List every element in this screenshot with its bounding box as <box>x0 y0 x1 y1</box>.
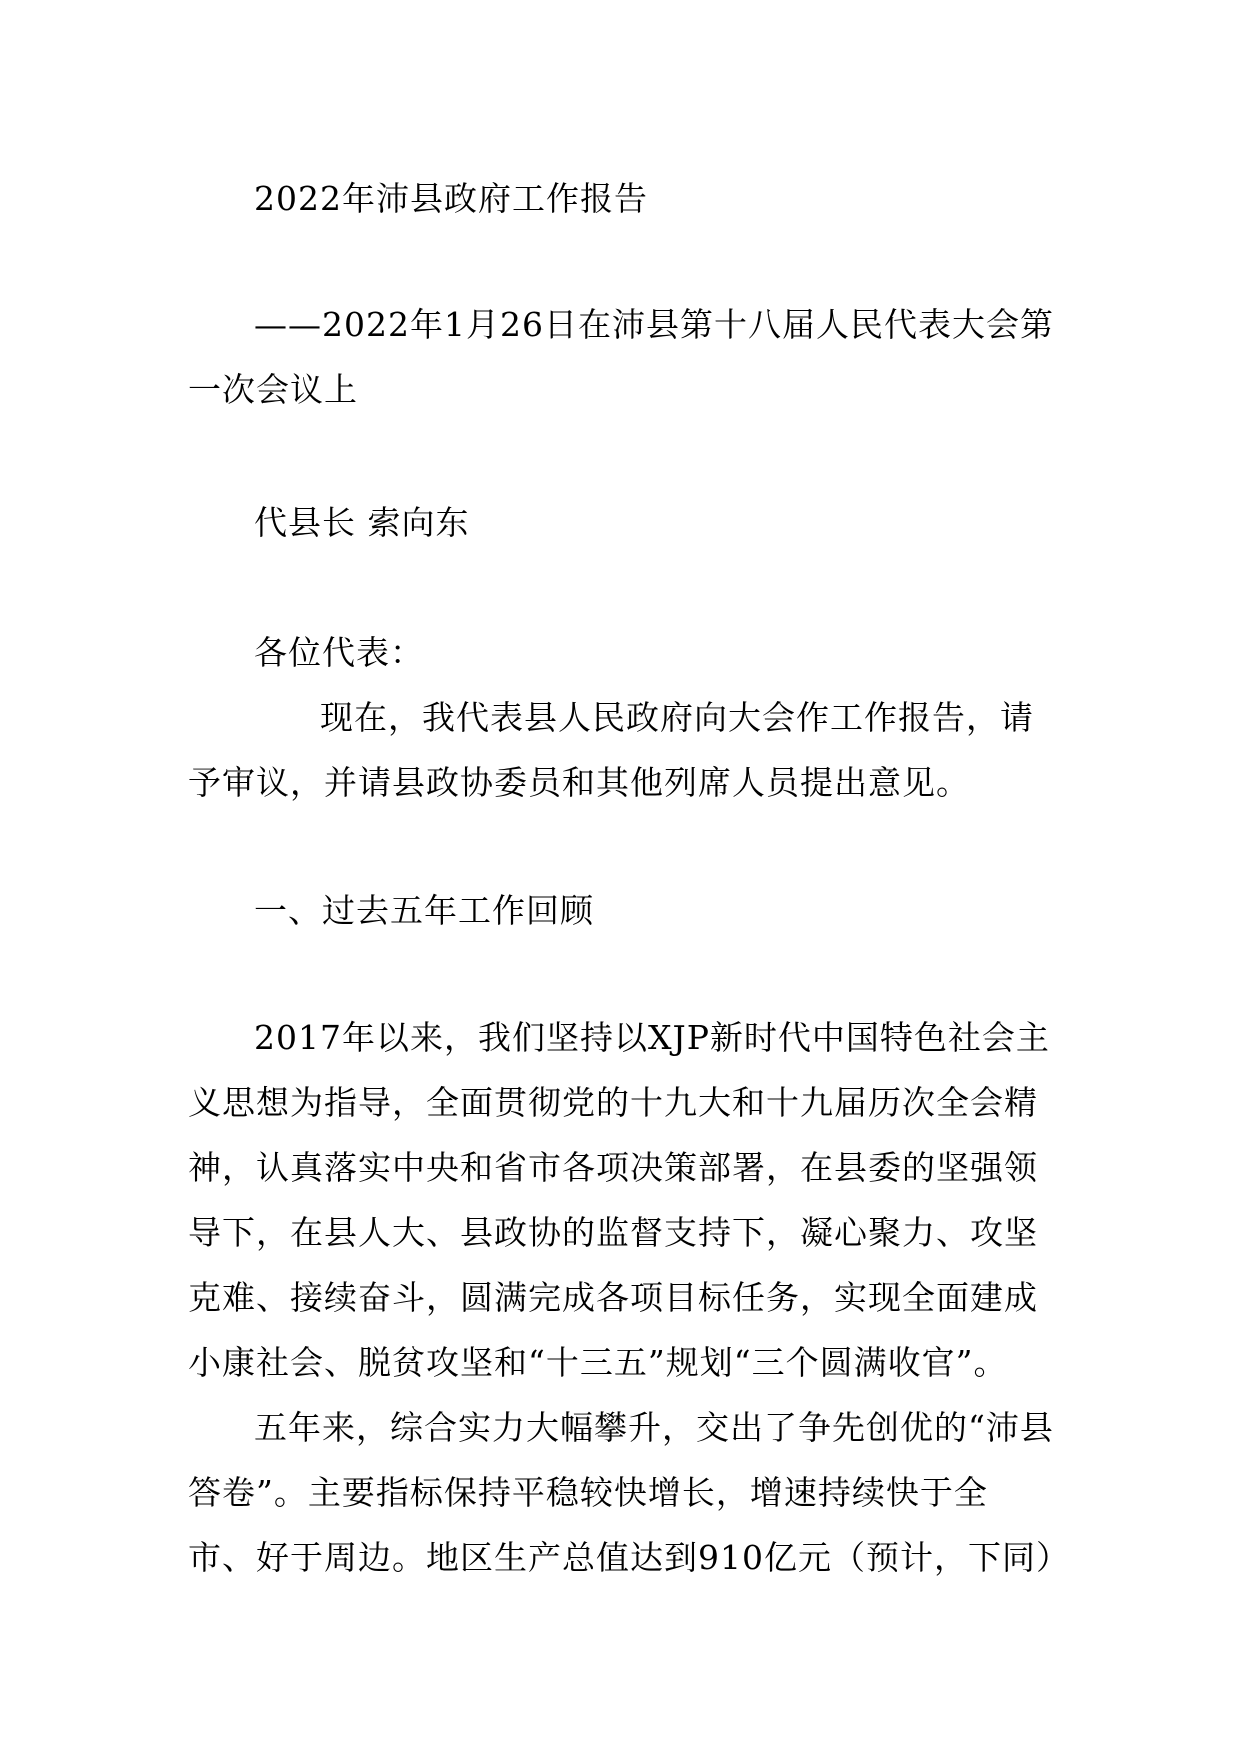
speaker-line: 代县长 索向东 <box>254 503 470 542</box>
body-paragraph: 2017年以来，我们坚持以XJP新时代中国特色社会主义思想为指导，全面贯彻党的十九大和十九届历次全会精神，认真落实中央和省市各项决策部署，在县委的坚强领导下，在县人大、县政协的监督支持下，凝心聚力、攻坚克难、接续奋斗，圆满完成各项目标任务，实现全面建成小康社会、脱贫攻坚和“十三五”规划“三个圆满收官”。 <box>188 1018 1050 1382</box>
salutation: 各位代表： <box>254 633 424 672</box>
document-title: 2022年沛县政府工作报告 <box>254 179 648 218</box>
intro-paragraph: 现在，我代表县人民政府向大会作工作报告，请予审议，并请县政协委员和其他列席人员提出意见。 <box>188 698 1034 802</box>
body-paragraph: 五年来，综合实力大幅攀升，交出了争先创优的“沛县答卷”。主要指标保持平稳较快增长，增速持续快于全市、好于周边。地区生产总值达到910亿元（预计，下同） <box>188 1408 1070 1577</box>
section-heading: 一、过去五年工作回顾 <box>254 891 594 930</box>
document-subtitle: ——2022年1月26日在沛县第十八届人民代表大会第一次会议上 <box>188 305 1054 409</box>
